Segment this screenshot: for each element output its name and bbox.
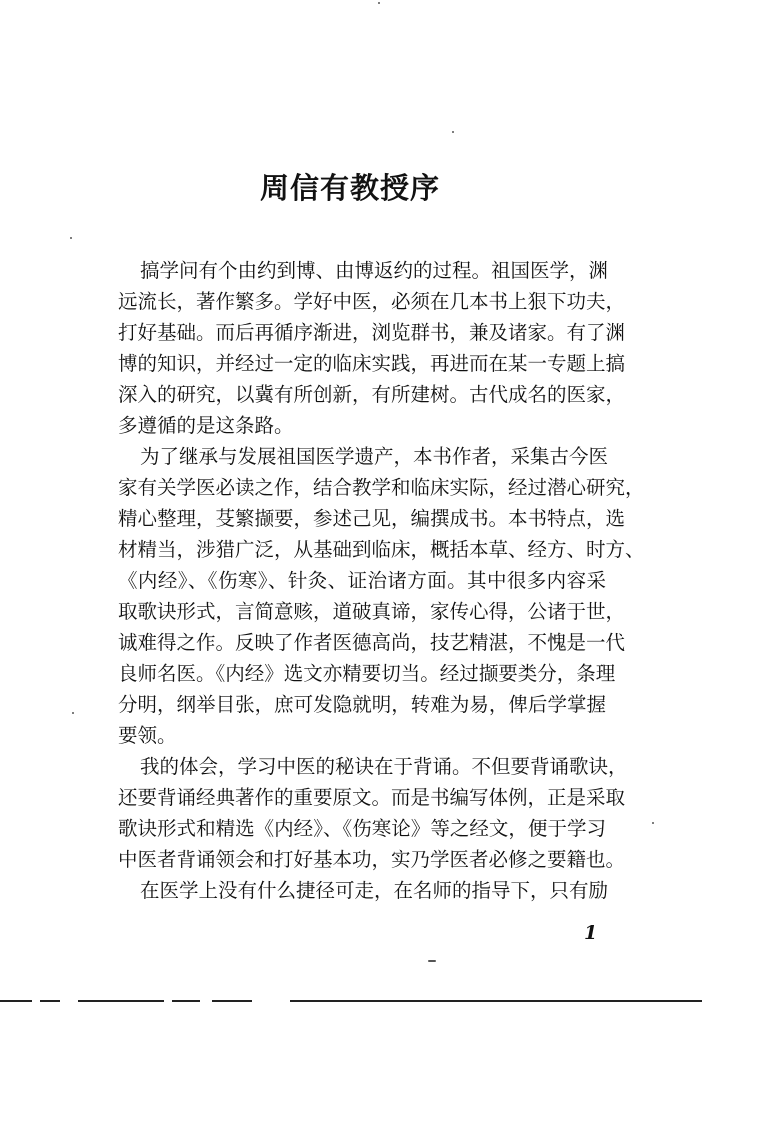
text-line: 精心整理，芟繁撷要，参述己见，编撰成书。本书特点，选: [118, 507, 626, 530]
text-line: 多遵循的是这条路。: [118, 414, 294, 437]
text-line: 博的知识，并经过一定的临床实践，再进而在某一专题上搞: [118, 352, 626, 375]
scan-rule: [0, 1000, 32, 1002]
text-line: 要领。: [118, 724, 177, 747]
text-line: 家有关学医必读之作，结合教学和临床实际，经过潜心研究，: [118, 476, 645, 499]
text-line: 良师名医。《内经》选文亦精要切当。经过撷要类分，条理: [118, 662, 616, 685]
text-line: 远流长，著作繁多。学好中医，必须在几本书上狠下功夫，: [118, 290, 626, 313]
paragraph-4: [118, 875, 609, 906]
paragraph-2: [118, 441, 645, 751]
text-line: 在医学上没有什么捷径可走，在名师的指导下，只有励: [140, 879, 609, 902]
scan-speck: [378, 2, 380, 4]
page-title: 周信有教授序: [259, 171, 440, 205]
scan-rule: [290, 1000, 702, 1002]
text-line: 《内经》、《伤寒》、针灸、证治诸方面。其中很多内容采: [118, 569, 606, 592]
paragraph-3: [118, 751, 628, 875]
scan-speck: [70, 237, 72, 239]
scan-rule: [212, 1000, 252, 1002]
text-line: 分明，纲举目张，庶可发隐就明，转难为易，俾后学掌握: [118, 693, 606, 716]
page-number: 1: [584, 922, 598, 944]
text-line: 材精当，涉猎广泛，从基础到临床，概括本草、经方、时方、: [118, 538, 645, 561]
text-line: 为了继承与发展祖国医学遗产，本书作者，采集古今医: [140, 445, 609, 468]
text-line: 取歌诀形式，言简意赅，道破真谛，家传心得，公诸于世，: [118, 600, 626, 623]
text-line: 歌诀形式和精选《内经》、《伤寒论》等之经文，便于学习: [118, 817, 606, 840]
text-line: 搞学问有个由约到博、由博返约的过程。祖国医学，渊: [140, 259, 609, 282]
text-line: 还要背诵经典著作的重要原文。而是书编写体例，正是采取: [118, 786, 626, 809]
scan-speck: [652, 822, 654, 824]
text-line: 深入的研究，以冀有所创新，有所建树。古代成名的医家，: [118, 383, 626, 406]
scan-rule: [78, 1000, 164, 1002]
preface-body: [118, 255, 645, 906]
scan-rule: [40, 1000, 60, 1002]
text-line: 中医者背诵领会和打好基本功，实乃学医者必修之要籍也。: [118, 848, 626, 871]
text-line: 打好基础。而后再循序渐进，浏览群书，兼及诸家。有了渊: [118, 321, 626, 344]
scan-rule: [172, 1000, 200, 1002]
text-line: 诚难得之作。反映了作者医德高尚，技艺精湛，不愧是一代: [118, 631, 626, 654]
scan-speck: [428, 960, 436, 962]
scan-speck: [72, 712, 74, 714]
scan-speck: [452, 131, 454, 133]
text-line: 我的体会，学习中医的秘诀在于背诵。不但要背诵歌诀，: [140, 755, 628, 778]
paragraph-1: [118, 255, 626, 441]
